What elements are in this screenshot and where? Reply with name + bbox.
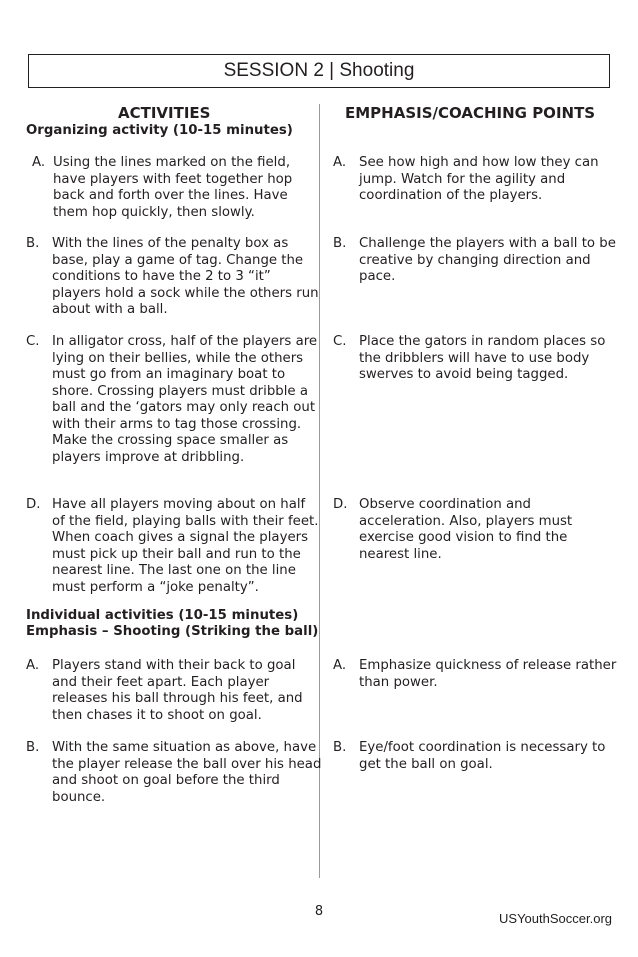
item-text: With the same situation as above, have the player release the ball over his head and shoot on goal before the third bounce. [52, 740, 322, 805]
item-text: In alligator cross, half of the players are lying on their bellies, while the others must go from an imaginary boat to shore. Crossing players must dribble a ball and the ‘gators may only reach out with their arms to tag those crossing. Make the crossing space smaller as players improve at dribbling. [52, 334, 318, 465]
item-letter: D. [333, 497, 348, 512]
item-letter: B. [333, 236, 347, 251]
item-letter: A. [333, 155, 347, 170]
item-text: Have all players moving about on half of the field, playing balls with their feet. When coach gives a signal the players must pick up their ball and run to the nearest line. The last one on the line must perform a “joke penalty”. [52, 497, 319, 595]
page-title: SESSION 2 | Shooting [28, 54, 610, 88]
shooting-emphasis-title: Emphasis – Shooting (Striking the ball) [26, 624, 319, 639]
item-letter: A. [32, 155, 46, 170]
item-text: Challenge the players with a ball to be creative by changing direction and pace. [359, 236, 616, 284]
item-letter: A. [333, 658, 347, 673]
item-letter: D. [26, 497, 41, 512]
item-text: Place the gators in random places so the dribblers will have to use body swerves to avoid being tagged. [359, 334, 606, 382]
activities-heading: ACTIVITIES [118, 104, 211, 122]
item-text: See how high and how low they can jump. Watch for the agility and coordination of the players. [359, 155, 599, 203]
item-letter: B. [26, 740, 40, 755]
item-text: Players stand with their back to goal and their feet apart. Each player releases his ball through his feet, and then chases it to shoot on goal. [52, 658, 303, 723]
item-text: Using the lines marked on the field, have players with feet together hop back and forth over the lines. Have them hop quickly, then slowly. [53, 155, 293, 220]
item-letter: B. [26, 236, 40, 251]
footer-site: USYouthSoccer.org [499, 911, 612, 926]
item-text: With the lines of the penalty box as base, play a game of tag. Change the conditions to have the 2 to 3 “it” players hold a sock while the others run about with a ball. [52, 236, 319, 317]
page-number: 8 [314, 904, 324, 919]
item-letter: B. [333, 740, 347, 755]
item-letter: A. [26, 658, 40, 673]
item-letter: C. [26, 334, 40, 349]
item-text: Eye/foot coordination is necessary to get the ball on goal. [359, 740, 606, 772]
organizing-activity-title: Organizing activity (10-15 minutes) [26, 123, 293, 138]
item-text: Emphasize quickness of release rather than power. [359, 658, 617, 690]
individual-activities-title: Individual activities (10-15 minutes) [26, 608, 299, 623]
item-letter: C. [333, 334, 347, 349]
coaching-points-heading: EMPHASIS/COACHING POINTS [345, 104, 596, 122]
item-text: Observe coordination and acceleration. Also, players must exercise good vision to find the nearest line. [359, 497, 573, 562]
